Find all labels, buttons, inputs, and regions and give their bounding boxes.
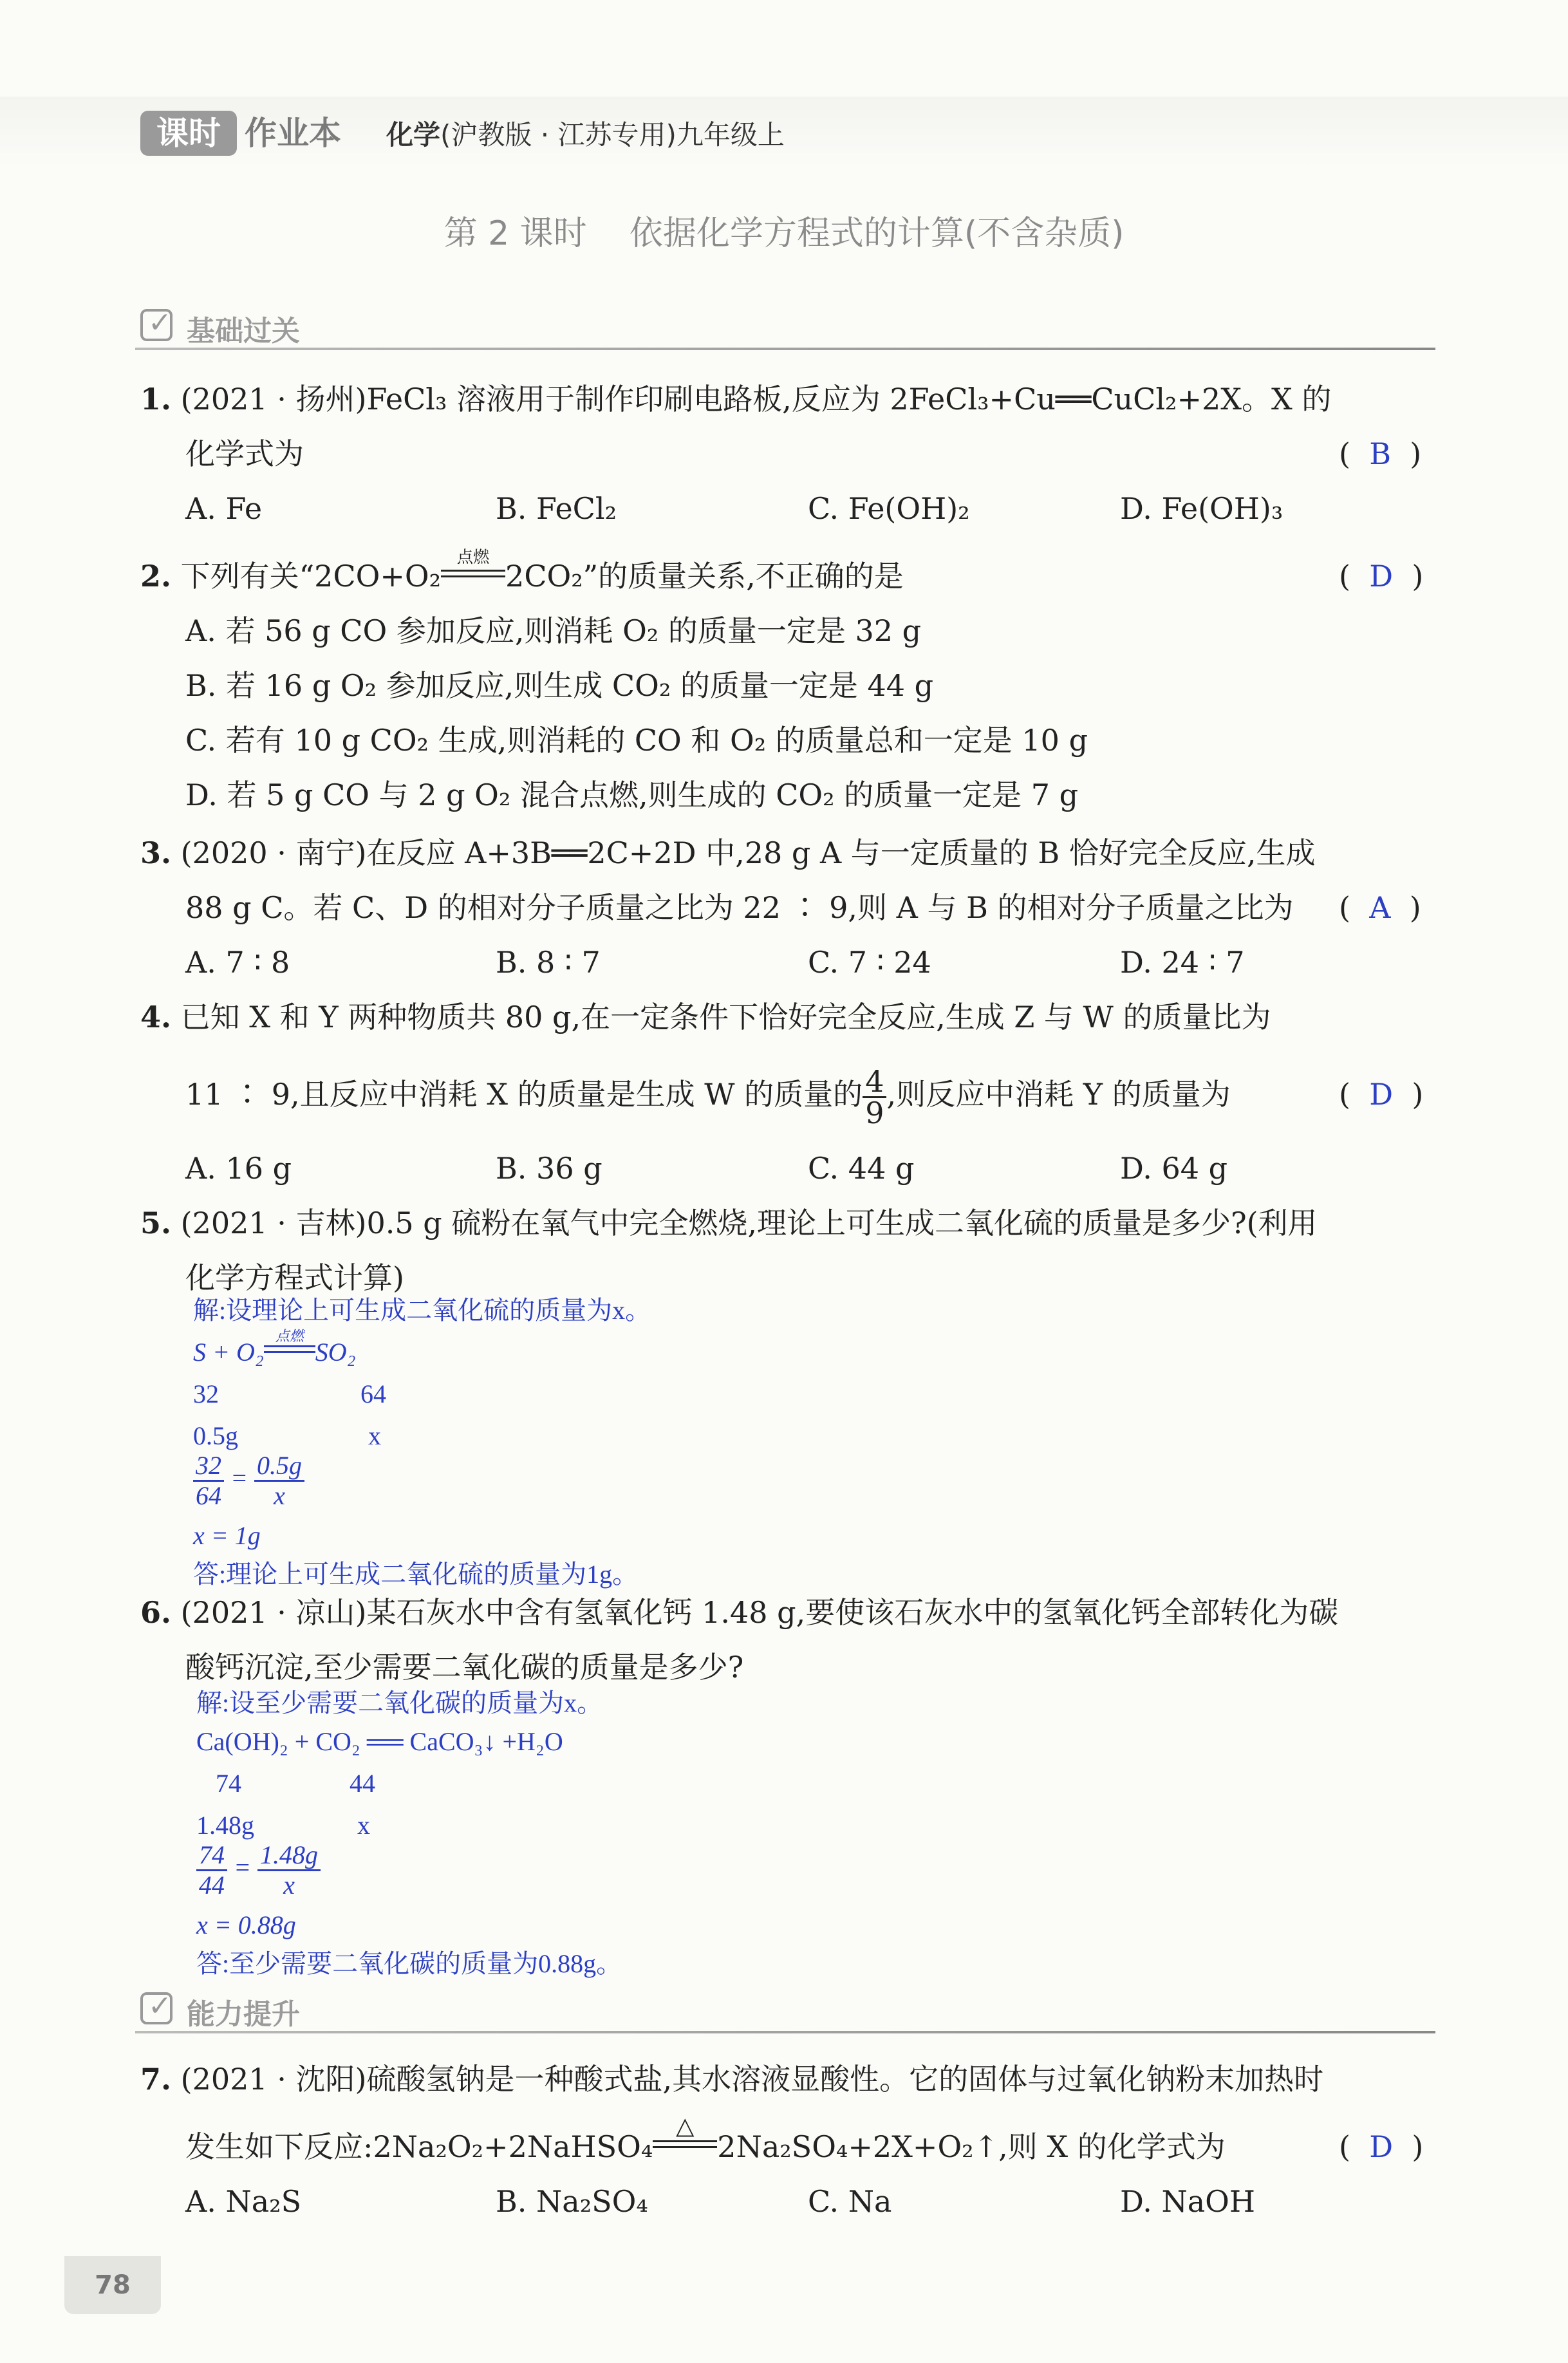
option-d: D. Fe(OH)₃ <box>1120 491 1283 526</box>
solution-intro: 解:设至少需要二氧化碳的质量为x。 <box>196 1688 603 1717</box>
question-text: (2021 · 扬州)FeCl₃ 溶液用于制作印刷电路板,反应为 2FeCl₃+Cu══CuCl₂+2X。X 的 <box>180 382 1332 416</box>
reaction-arrow: △ <box>653 2127 717 2166</box>
mass-1: 0.5g <box>193 1421 238 1450</box>
grade: 九年级上 <box>676 119 785 151</box>
answer-bracket: ( D ) <box>1339 559 1424 593</box>
question-number: 4. <box>140 1000 172 1034</box>
question-4 <box>140 998 1271 1036</box>
option-c: C. Na <box>808 2184 892 2219</box>
fraction: $\frac{4}{9}$ <box>863 1067 886 1128</box>
question-number: 3. <box>140 836 172 870</box>
option-c: C. 若有 10 g CO₂ 生成,则消耗的 CO 和 O₂ 的质量总和一定是 10 g <box>185 723 1088 758</box>
solution-equation: Ca(OH)₂ + CO₂ ══ CaCO₃↓ +H₂O <box>196 1727 563 1756</box>
mass-2: x <box>368 1421 381 1450</box>
lesson-title: 第 2 课时 依据化学方程式的计算(不含杂质) <box>443 214 1125 253</box>
molar-mass-1: 32 <box>193 1379 219 1408</box>
molar-mass-1: 74 <box>216 1769 241 1798</box>
option-d: D. NaOH <box>1120 2184 1255 2219</box>
question-5-line2: 化学方程式计算) <box>185 1260 404 1295</box>
option-a: A. 若 56 g CO 参加反应,则消耗 O₂ 的质量一定是 32 g <box>185 613 922 648</box>
question-text: 已知 X 和 Y 两种物质共 80 g,在一定条件下恰好完全反应,生成 Z 与 W 的质量比为 <box>180 1000 1271 1034</box>
molar-mass-2: 64 <box>360 1379 386 1408</box>
question-3-line2: 88 g C。若 C、D 的相对分子质量之比为 22 ∶ 9,则 A 与 B 的相对分子质量之比为 <box>185 890 1294 925</box>
option-a: A. Fe <box>185 491 263 526</box>
solution-intro: 解:设理论上可生成二氧化硫的质量为x。 <box>193 1296 651 1325</box>
result: x = 0.88g <box>196 1910 296 1939</box>
answer: A <box>1369 890 1391 925</box>
check-icon: ✓ <box>140 1992 173 2024</box>
answer: D <box>1369 559 1394 593</box>
answer-bracket: ( B ) <box>1339 436 1422 471</box>
question-number: 6. <box>140 1595 172 1630</box>
option-a: A. Na₂S <box>185 2184 302 2219</box>
question-7-line2: 发生如下反应:2Na₂O₂+2NaHSO₄ △ 2Na₂SO₄+2X+O₂↑,则 X 的化学式为 <box>185 2127 1226 2166</box>
answer-bracket: ( A ) <box>1339 890 1421 925</box>
header-subject <box>386 116 785 154</box>
question-text: (2021 · 凉山)某石灰水中含有氢氧化钙 1.48 g,要使该石灰水中的氢氧化钙全部转化为碳 <box>180 1595 1339 1630</box>
result: x = 1g <box>193 1521 261 1550</box>
header-logo: 课时 <box>140 111 237 156</box>
option-a: A. 7 ∶ 8 <box>185 945 290 980</box>
question-3 <box>140 834 1315 872</box>
question-1-line2: 化学式为 <box>185 436 304 471</box>
option-a: A. 16 g <box>185 1151 292 1186</box>
final-answer: 答:理论上可生成二氧化硫的质量为1g。 <box>193 1560 639 1589</box>
question-text: (2021 · 沈阳)硫酸氢钠是一种酸式盐,其水溶液显酸性。它的固体与过氧化钠粉末加热时 <box>180 2062 1324 2097</box>
answer: D <box>1369 1077 1394 1112</box>
proportion: $\frac{74}{44}$ = $\frac{1.48g}{x}$ <box>196 1841 321 1900</box>
question-text: (2021 · 吉林)0.5 g 硫粉在氧气中完全燃烧,理论上可生成二氧化硫的质量是多少?(利用 <box>180 1206 1318 1240</box>
question-6 <box>140 1593 1338 1632</box>
question-number: 1. <box>140 382 172 416</box>
question-number: 7. <box>140 2062 172 2097</box>
solution-equation: S + O₂ 点燃 SO₂ <box>193 1328 356 1367</box>
edition: (沪教版 · 江苏专用) <box>440 119 677 151</box>
question-7 <box>140 2060 1323 2098</box>
option-b: B. 若 16 g O₂ 参加反应,则生成 CO₂ 的质量一定是 44 g <box>185 668 934 703</box>
option-c: C. 44 g <box>808 1151 915 1186</box>
answer-bracket: ( D ) <box>1339 1077 1424 1112</box>
reaction-arrow: 点燃 <box>441 557 505 595</box>
question-number: 5. <box>140 1206 172 1240</box>
subject: 化学 <box>386 119 441 151</box>
option-d: D. 24 ∶ 7 <box>1120 945 1245 980</box>
option-b: B. Na₂SO₄ <box>496 2184 648 2219</box>
section-title-basic: 基础过关 <box>187 315 300 348</box>
option-c: C. 7 ∶ 24 <box>808 945 931 980</box>
answer-bracket: ( D ) <box>1339 2129 1424 2164</box>
question-text: (2020 · 南宁)在反应 A+3B══2C+2D 中,28 g A 与一定质量的 B 恰好完全反应,生成 <box>180 836 1316 870</box>
mass-1: 1.48g <box>196 1811 254 1840</box>
question-6-line2: 酸钙沉淀,至少需要二氧化碳的质量是多少? <box>185 1650 744 1685</box>
section-divider <box>135 2031 1435 2033</box>
final-answer: 答:至少需要二氧化碳的质量为0.88g。 <box>196 1949 622 1978</box>
page-number: 78 <box>64 2256 161 2314</box>
question-5 <box>140 1204 1318 1242</box>
question-number: 2. <box>140 559 172 593</box>
check-icon: ✓ <box>140 309 173 341</box>
mass-2: x <box>357 1811 370 1840</box>
section-title-advanced: 能力提升 <box>187 1998 300 2031</box>
option-d: D. 64 g <box>1120 1151 1228 1186</box>
header-book-title: 作业本 <box>245 115 341 152</box>
section-divider <box>135 348 1435 350</box>
option-d: D. 若 5 g CO 与 2 g O₂ 混合点燃,则生成的 CO₂ 的质量一定是 7 g <box>185 778 1079 812</box>
option-b: B. FeCl₂ <box>496 491 617 526</box>
proportion: $\frac{32}{64}$ = $\frac{0.5g}{x}$ <box>193 1452 304 1510</box>
answer: D <box>1369 2129 1394 2164</box>
molar-mass-2: 44 <box>350 1769 375 1798</box>
question-1 <box>140 380 1331 418</box>
answer: B <box>1369 436 1392 471</box>
question-4-line2: 11 ∶ 9,且反应中消耗 X 的质量是生成 W 的质量的 $\frac{4}{9}$ ,则反应中消耗 Y 的质量为 <box>185 1063 1231 1130</box>
question-2: 2. 下列有关“2CO+O₂ 点燃 2CO₂”的质量关系,不正确的是 <box>140 557 904 595</box>
option-b: B. 8 ∶ 7 <box>496 945 601 980</box>
option-c: C. Fe(OH)₂ <box>808 491 970 526</box>
option-b: B. 36 g <box>496 1151 602 1186</box>
